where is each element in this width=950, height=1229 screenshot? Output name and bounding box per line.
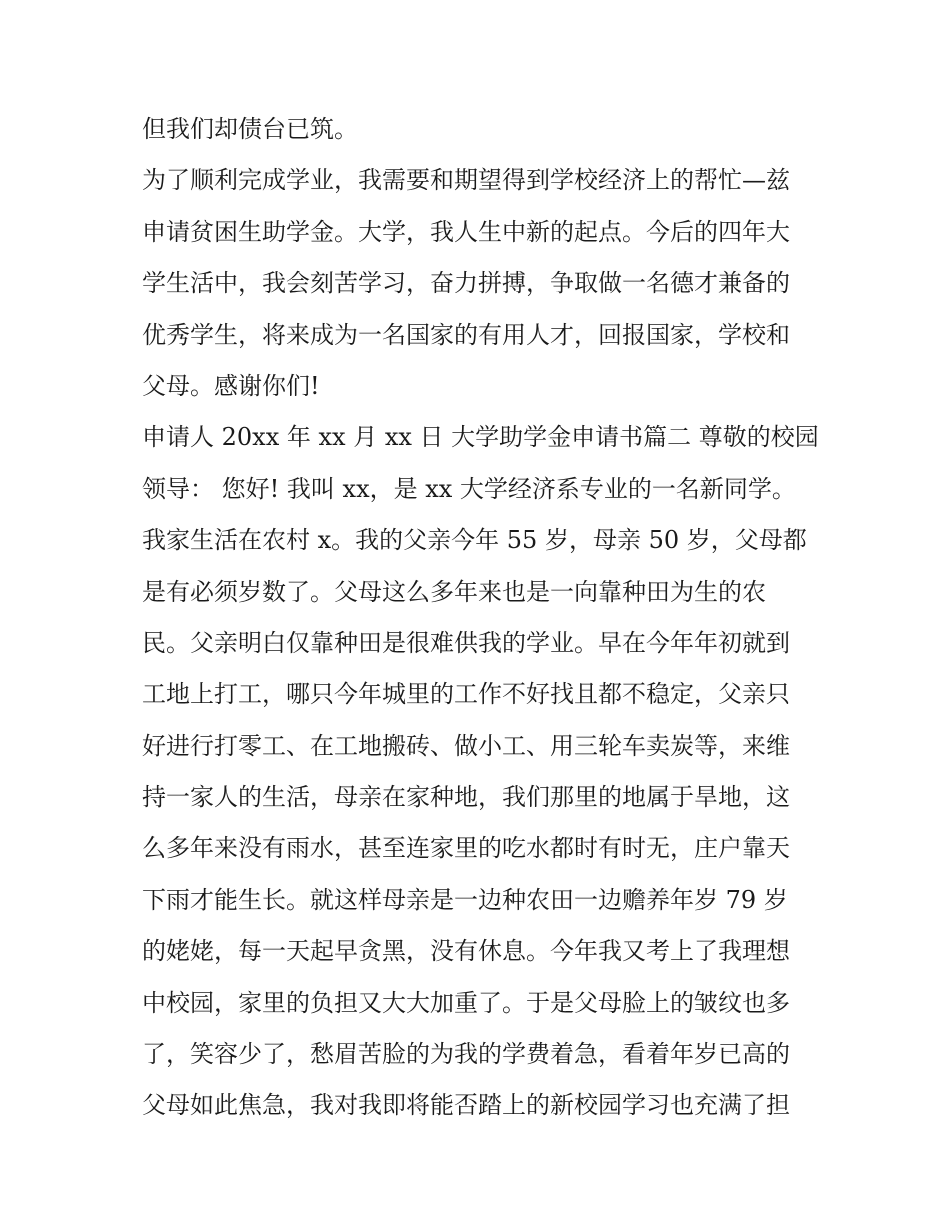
text-line: 么多年来没有雨水，甚至连家里的吃水都时有时无，庄户靠天 <box>142 834 790 863</box>
text-line: 为了顺利完成学业，我需要和期望得到学校经济上的帮忙—兹 <box>142 166 790 195</box>
text-line: 学生活中，我会刻苦学习，奋力拼搏，争取做一名德才兼备的 <box>142 269 790 298</box>
text-line: 领导： 您好! 我叫 xx，是 xx 大学经济系专业的一名新同学。 <box>142 474 796 503</box>
text-line: 持一家人的生活，母亲在家种地，我们那里的地属于旱地，这 <box>142 783 790 812</box>
text-line: 下雨才能生长。就这样母亲是一边种农田一边赡养年岁 79 岁 <box>142 885 788 914</box>
text-line: 优秀学生，将来成为一名国家的有用人才，回报国家，学校和 <box>142 320 790 349</box>
text-line: 好进行打零工、在工地搬砖、做小工、用三轮车卖炭等，来维 <box>142 731 790 760</box>
text-line: 民。父亲明白仅靠种田是很难供我的学业。早在今年年初就到 <box>142 628 790 657</box>
text-line: 的姥姥，每一天起早贪黑，没有休息。今年我又考上了我理想 <box>142 937 790 966</box>
text-line: 申请贫困生助学金。大学，我人生中新的起点。今后的四年大 <box>142 217 790 246</box>
text-line: 父母。感谢你们! <box>142 371 320 400</box>
text-line: 工地上打工，哪只今年城里的工作不好找且都不稳定，父亲只 <box>142 680 790 709</box>
text-line: 中校园，家里的负担又大大加重了。于是父母脸上的皱纹也多 <box>142 988 790 1017</box>
text-line: 但我们却债台已筑。 <box>142 115 358 143</box>
text-line: 了，笑容少了，愁眉苦脸的为我的学费着急，看着年岁已高的 <box>142 1040 790 1069</box>
text-line: 我家生活在农村 x。我的父亲今年 55 岁，母亲 50 岁，父母都 <box>142 526 807 555</box>
text-line: 父母如此焦急，我对我即将能否踏上的新校园学习也充满了担 <box>142 1091 790 1120</box>
text-line: 是有必须岁数了。父母这么多年来也是一向靠种田为生的农 <box>142 577 766 606</box>
body-text <box>142 104 822 1132</box>
text-line: 申请人 20xx 年 xx 月 xx 日 大学助学金申请书篇二 尊敬的校园 <box>142 423 819 452</box>
